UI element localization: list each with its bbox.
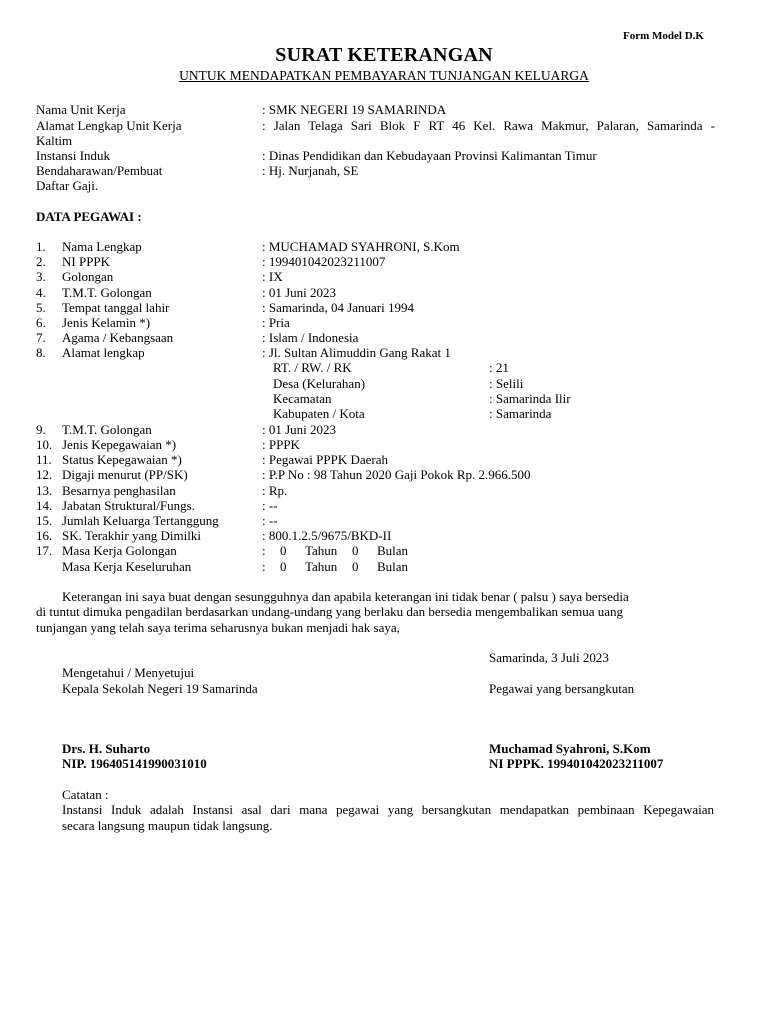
- place-date: Samarinda, 3 Juli 2023: [489, 650, 609, 665]
- masa-kerja-bulan-value: 0: [352, 543, 359, 558]
- pegawai-label: Pegawai yang bersangkutan: [489, 681, 635, 696]
- row-number: 4.: [36, 285, 46, 300]
- masa-kerja-label: Masa Kerja Keseluruhan: [62, 559, 192, 574]
- right-signatory-name: Muchamad Syahroni, S.Kom: [489, 741, 651, 756]
- row-value: : IX: [262, 269, 283, 284]
- masa-kerja-bulan-label: Bulan: [377, 559, 409, 574]
- row-number: 16.: [36, 528, 53, 543]
- row-value: : Pegawai PPPK Daerah: [262, 452, 389, 467]
- alamat-detail-label: Kabupaten / Kota: [273, 406, 365, 421]
- row-number: 12.: [36, 467, 53, 482]
- row-label: Jumlah Keluarga Tertanggung: [62, 513, 219, 528]
- document-title: SURAT KETERANGAN: [275, 44, 493, 66]
- masa-kerja-bulan-label: Bulan: [377, 543, 409, 558]
- row-number: 17.: [36, 543, 53, 558]
- document-subtitle: UNTUK MENDAPATKAN PEMBAYARAN TUNJANGAN KELUARGA: [179, 68, 589, 83]
- row-label: T.M.T. Golongan: [62, 422, 152, 437]
- daftar-gaji-label: Daftar Gaji.: [36, 178, 99, 193]
- statement-line: Keterangan ini saya buat dengan sesungguhnya dan apabila keterangan ini tidak benar ( palsu ) saya bersedia: [62, 589, 629, 604]
- row-value: : MUCHAMAD SYAHRONI, S.Kom: [262, 239, 460, 254]
- row-number: 2.: [36, 254, 46, 269]
- row-value: : Jl. Sultan Alimuddin Gang Rakat 1: [262, 345, 451, 360]
- masa-kerja-colon: :: [262, 543, 266, 558]
- nama-unit-label: Nama Unit Kerja: [36, 102, 126, 117]
- catatan-line: Instansi Induk adalah Instansi asal dari mana pegawai yang bersangkutan mendapatkan pembinaan Kepegawaian: [62, 802, 714, 817]
- row-label: Golongan: [62, 269, 114, 284]
- alamat-detail-label: Kecamatan: [273, 391, 332, 406]
- alamat-detail-value: : Samarinda: [489, 406, 552, 421]
- row-value: : 800.1.2.5/9675/BKD-II: [262, 528, 392, 543]
- alamat-detail-value: : Selili: [489, 376, 524, 391]
- row-label: Jenis Kepegawaian *): [62, 437, 177, 452]
- catatan-heading: Catatan :: [62, 787, 109, 802]
- masa-kerja-colon: :: [262, 559, 266, 574]
- alamat-detail-label: RT. / RW. / RK: [273, 360, 352, 375]
- row-label: Besarnya penghasilan: [62, 483, 176, 498]
- left-signatory-name: Drs. H. Suharto: [62, 741, 151, 756]
- masa-kerja-tahun-value: 0: [280, 543, 287, 558]
- masa-kerja-tahun-label: Tahun: [305, 559, 338, 574]
- row-label: NI PPPK: [62, 254, 111, 269]
- row-value: : 01 Juni 2023: [262, 285, 337, 300]
- row-number: 9.: [36, 422, 46, 437]
- alamat-unit-label: Alamat Lengkap Unit Kerja: [36, 118, 182, 133]
- row-label: Agama / Kebangsaan: [62, 330, 174, 345]
- row-label: T.M.T. Golongan: [62, 285, 152, 300]
- row-number: 11.: [36, 452, 52, 467]
- row-label: SK. Terakhir yang Dimilki: [62, 528, 201, 543]
- left-signatory-nip: NIP. 196405141990031010: [62, 756, 207, 771]
- row-number: 15.: [36, 513, 53, 528]
- statement-line: di tuntut dimuka pengadilan berdasarkan undang-undang yang berlaku dan bersedia mengembalikan semua uang: [36, 604, 623, 619]
- row-value: : Samarinda, 04 Januari 1994: [262, 300, 414, 315]
- masa-kerja-label: Masa Kerja Golongan: [62, 543, 177, 558]
- row-label: Jabatan Struktural/Fungs.: [62, 498, 195, 513]
- row-label: Jenis Kelamin *): [62, 315, 151, 330]
- kepala-sekolah-label: Kepala Sekolah Negeri 19 Samarinda: [62, 681, 258, 696]
- alamat-unit-value-continued: Kaltim: [36, 133, 73, 148]
- row-value: : 01 Juni 2023: [262, 422, 337, 437]
- alamat-detail-value: : Samarinda Ilir: [489, 391, 571, 406]
- row-value: : P.P No : 98 Tahun 2020 Gaji Pokok Rp. 2.966.500: [262, 467, 531, 482]
- row-number: 3.: [36, 269, 46, 284]
- masa-kerja-tahun-label: Tahun: [305, 543, 338, 558]
- row-number: 5.: [36, 300, 46, 315]
- row-label: Alamat lengkap: [62, 345, 145, 360]
- row-number: 8.: [36, 345, 46, 360]
- row-value: : Pria: [262, 315, 290, 330]
- mengetahui-label: Mengetahui / Menyetujui: [62, 665, 195, 680]
- statement-line: tunjangan yang telah saya terima seharusnya bukan menjadi hak saya,: [36, 620, 400, 635]
- masa-kerja-bulan-value: 0: [352, 559, 359, 574]
- row-value: : 199401042023211007: [262, 254, 386, 269]
- row-value: : --: [262, 498, 278, 513]
- alamat-detail-value: : 21: [489, 360, 509, 375]
- row-value: : Rp.: [262, 483, 288, 498]
- masa-kerja-tahun-value: 0: [280, 559, 287, 574]
- row-number: 10.: [36, 437, 53, 452]
- row-number: 13.: [36, 483, 53, 498]
- instansi-induk-value: : Dinas Pendidikan dan Kebudayaan Provinsi Kalimantan Timur: [262, 148, 597, 163]
- nama-unit-value: : SMK NEGERI 19 SAMARINDA: [262, 102, 447, 117]
- instansi-induk-label: Instansi Induk: [36, 148, 111, 163]
- row-label: Digaji menurut (PP/SK): [62, 467, 188, 482]
- row-label: Nama Lengkap: [62, 239, 142, 254]
- row-value: : Islam / Indonesia: [262, 330, 359, 345]
- alamat-detail-label: Desa (Kelurahan): [273, 376, 366, 391]
- row-number: 14.: [36, 498, 53, 513]
- data-pegawai-heading: DATA PEGAWAI :: [36, 209, 142, 224]
- right-signatory-nip: NI PPPK. 199401042023211007: [489, 756, 664, 771]
- row-label: Tempat tanggal lahir: [62, 300, 170, 315]
- form-model-label: Form Model D.K: [623, 30, 704, 42]
- row-label: Status Kepegawaian *): [62, 452, 182, 467]
- row-value: : --: [262, 513, 278, 528]
- row-number: 1.: [36, 239, 46, 254]
- row-number: 6.: [36, 315, 46, 330]
- alamat-unit-value: : Jalan Telaga Sari Blok F RT 46 Kel. Rawa Makmur, Palaran, Samarinda -: [262, 118, 715, 133]
- bendaharawan-label: Bendaharawan/Pembuat: [36, 163, 163, 178]
- row-value: : PPPK: [262, 437, 300, 452]
- bendaharawan-value: : Hj. Nurjanah, SE: [262, 163, 359, 178]
- catatan-line: secara langsung maupun tidak langsung.: [62, 818, 273, 833]
- row-number: 7.: [36, 330, 46, 345]
